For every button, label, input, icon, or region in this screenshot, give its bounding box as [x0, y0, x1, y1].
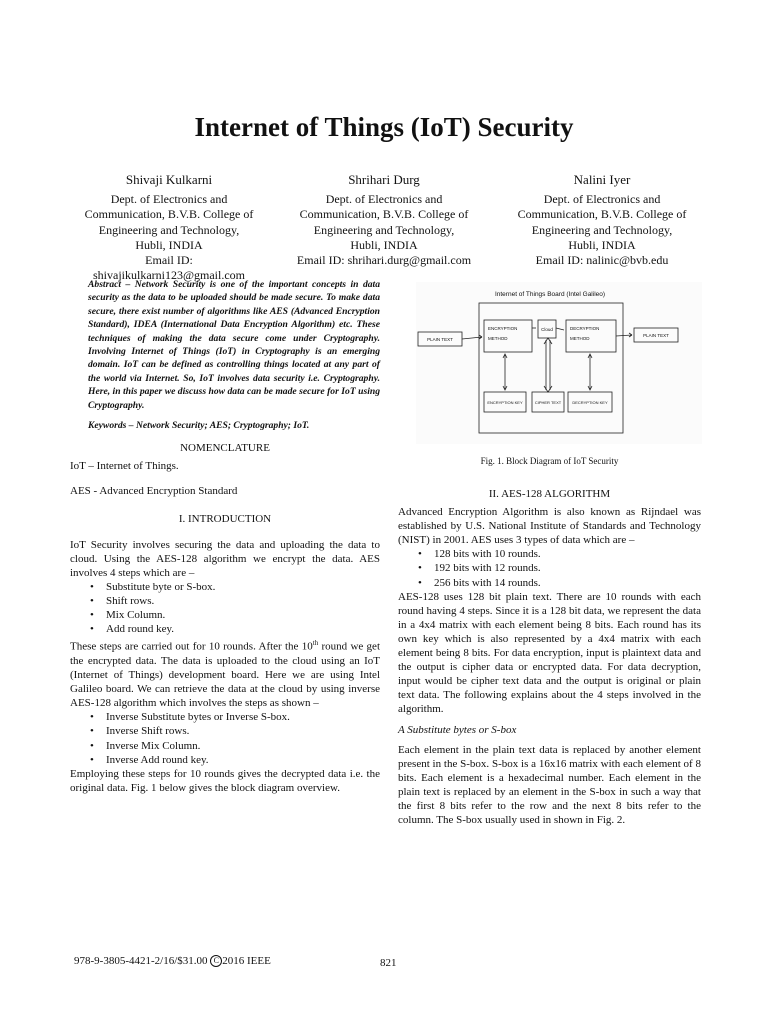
cloud-label: Cloud: [541, 327, 553, 332]
author-affiliation: Hubli, INDIA: [568, 237, 636, 252]
nomenclature-item: IoT – Internet of Things.: [70, 460, 179, 473]
aes-types-list: [398, 547, 701, 589]
author-name: Nalini Iyer: [573, 172, 631, 187]
list-item: • 128 bits with 10 rounds.: [434, 547, 701, 561]
abstract: Abstract – Network Security is one of the important concepts in data security as the data to be uploaded should be made secure. To make data secure, there exist number of algorithms like AES (Advanced Encryption Standard), IDEA (International Data Encryption Algorithm) etc. These techniques of making the data secure come under Cryptography. Involving Internet of Things (IoT) in Cryptography is an emerging domain. IoT can be defined as controlling things located at any part of the world via Internet. So, IoT involves data security i.e. Cryptography. Here, in this paper we discuss how data can be made secure for IoT using Cryptography.: [88, 279, 380, 411]
list-item: • Mix Column.: [106, 608, 380, 622]
decryption-method-label: DECRYPTION: [570, 326, 600, 331]
author-email: shivajikulkarni123@gmail.com: [92, 268, 246, 283]
paper-title: Internet of Things (IoT) Security: [194, 112, 574, 142]
list-item: • Shift rows.: [106, 594, 380, 608]
author-block-3: [492, 172, 712, 268]
page-number: 821: [380, 957, 397, 969]
encryption-method-label: METHOD: [488, 336, 508, 341]
block-diagram: [416, 282, 702, 444]
plaintext-in-label: PLAIN TEXT: [427, 337, 453, 342]
superscript: th: [312, 639, 319, 648]
list-item: • Inverse Shift rows.: [106, 724, 380, 738]
board-boundary: [479, 303, 623, 433]
encryption-method-label: ENCRYPTION: [488, 326, 518, 331]
subsection-heading: A Substitute bytes or S-box: [398, 723, 517, 736]
list-item: • Inverse Substitute bytes or Inverse S-box.: [106, 710, 380, 724]
author-name: Shrihari Durg: [348, 172, 420, 187]
plaintext-out-label: PLAIN TEXT: [643, 333, 669, 338]
author-affiliation: Dept. of Electronics and: [543, 192, 661, 207]
introduction-heading: I. INTRODUCTION: [178, 513, 272, 526]
aes-heading: II. AES-128 ALGORITHM: [488, 488, 611, 500]
block-diagram-figure: [416, 282, 702, 444]
aes-steps-list: [70, 580, 380, 636]
aes-paragraph: Each element in the plain text data is replaced by another element present in the S-box. S-box is a 16x16 matrix with each element of 8 bits. Each element is a hexadecimal number. Each element in the plain text is replaced by an element in the S-box in such a way that the first 8 bits refer to the row and the next 8 bits refer to the column. The S-box usually used in shown in Fig. 2.: [398, 743, 701, 827]
list-item: • Inverse Add round key.: [106, 753, 380, 767]
list-item: • Substitute byte or S-box.: [106, 580, 380, 594]
intro-paragraph: IoT Security involves securing the data and uploading the data to cloud. Using the AES-128 algorithm we encrypt the data. AES involves 4 steps which are –: [70, 538, 380, 579]
nomenclature-item: AES - Advanced Encryption Standard: [70, 485, 238, 498]
author-block-1: [59, 172, 279, 283]
left-column: [70, 278, 380, 795]
author-email: Email ID: shrihari.durg@gmail.com: [296, 253, 472, 268]
author-email: Email ID: nalinic@bvb.edu: [535, 253, 669, 268]
cipher-text-label: CIPHER TEXT: [534, 400, 562, 405]
author-affiliation: Engineering and Technology,: [313, 222, 455, 237]
author-affiliation: Dept. of Electronics and: [325, 192, 443, 207]
inverse-steps-list: [70, 710, 380, 766]
author-block-2: [274, 172, 494, 268]
list-item: • Add round key.: [106, 622, 380, 636]
encryption-key-label: ENCRYPTION KEY: [487, 400, 523, 405]
decryption-method-label: METHOD: [570, 336, 590, 341]
copyright-icon: C: [210, 955, 222, 967]
author-affiliation: Hubli, INDIA: [350, 237, 418, 252]
author-email-label: Email ID:: [145, 253, 193, 268]
author-affiliation: Hubli, INDIA: [135, 237, 203, 252]
right-column: [398, 487, 701, 827]
author-affiliation: Communication, B.V.B. College of: [299, 207, 469, 222]
figure-caption: Fig. 1. Block Diagram of IoT Security: [480, 456, 619, 466]
list-item: • Inverse Mix Column.: [106, 739, 380, 753]
footer-isbn: [74, 955, 271, 967]
list-item: • 192 bits with 12 rounds.: [434, 561, 701, 575]
text-run: These steps are carried out for 10 rounds. After the 10: [70, 640, 313, 653]
intro-paragraph: [70, 636, 380, 710]
decryption-key-label: DECRYPTION KEY: [572, 400, 608, 405]
author-affiliation: Communication, B.V.B. College of: [517, 207, 687, 222]
intro-paragraph: Employing these steps for 10 rounds gives the decrypted data i.e. the original data. Fig. 1 below gives the block diagram overview.: [70, 767, 380, 794]
author-affiliation: Engineering and Technology,: [98, 222, 240, 237]
aes-paragraph: Advanced Encryption Algorithm is also known as Rijndael was established by U.S. National Institute of Standards and Technology (NIST) in 2001. AES uses 3 types of data which are –: [398, 506, 701, 547]
author-affiliation: Dept. of Electronics and: [110, 192, 228, 207]
nomenclature-heading: NOMENCLATURE: [180, 442, 270, 455]
board-label: Internet of Things Board (Intel Galileo): [494, 291, 606, 298]
copyright-year: 2016 IEEE: [222, 955, 271, 967]
author-affiliation: Engineering and Technology,: [531, 222, 673, 237]
keywords: Keywords – Network Security; AES; Cryptography; IoT.: [88, 420, 310, 432]
text-run: round we get the encrypted data. The data is uploaded to the cloud using an IoT (Internet of Things) development board. Here we are using Intel Galileo board. We can retrieve the data at the cloud by using inverse AES-128 algorithm which involves the steps as shown –: [70, 640, 380, 710]
list-item: • 256 bits with 14 rounds.: [434, 576, 701, 590]
isbn-text: 978-9-3805-4421-2/16/$31.00: [74, 955, 208, 967]
aes-paragraph: AES-128 uses 128 bit plain text. There are 10 rounds with each round having 4 steps. Since it is a 128 bit data, we represent the data in a 4x4 matrix with each element being 8 bits. Each round has its own key which is also represented by a 4x4 matrix with each element being 8 bits. For data encryption, input is plaintext data and the output is cipher data or encrypted data. For data decryption, input would be cipher text data and the output is original or plain text data. The following explains about the 4 steps involved in the algorithm.: [398, 590, 701, 716]
author-affiliation: Communication, B.V.B. College of: [84, 207, 254, 222]
author-name: Shivaji Kulkarni: [125, 172, 213, 187]
